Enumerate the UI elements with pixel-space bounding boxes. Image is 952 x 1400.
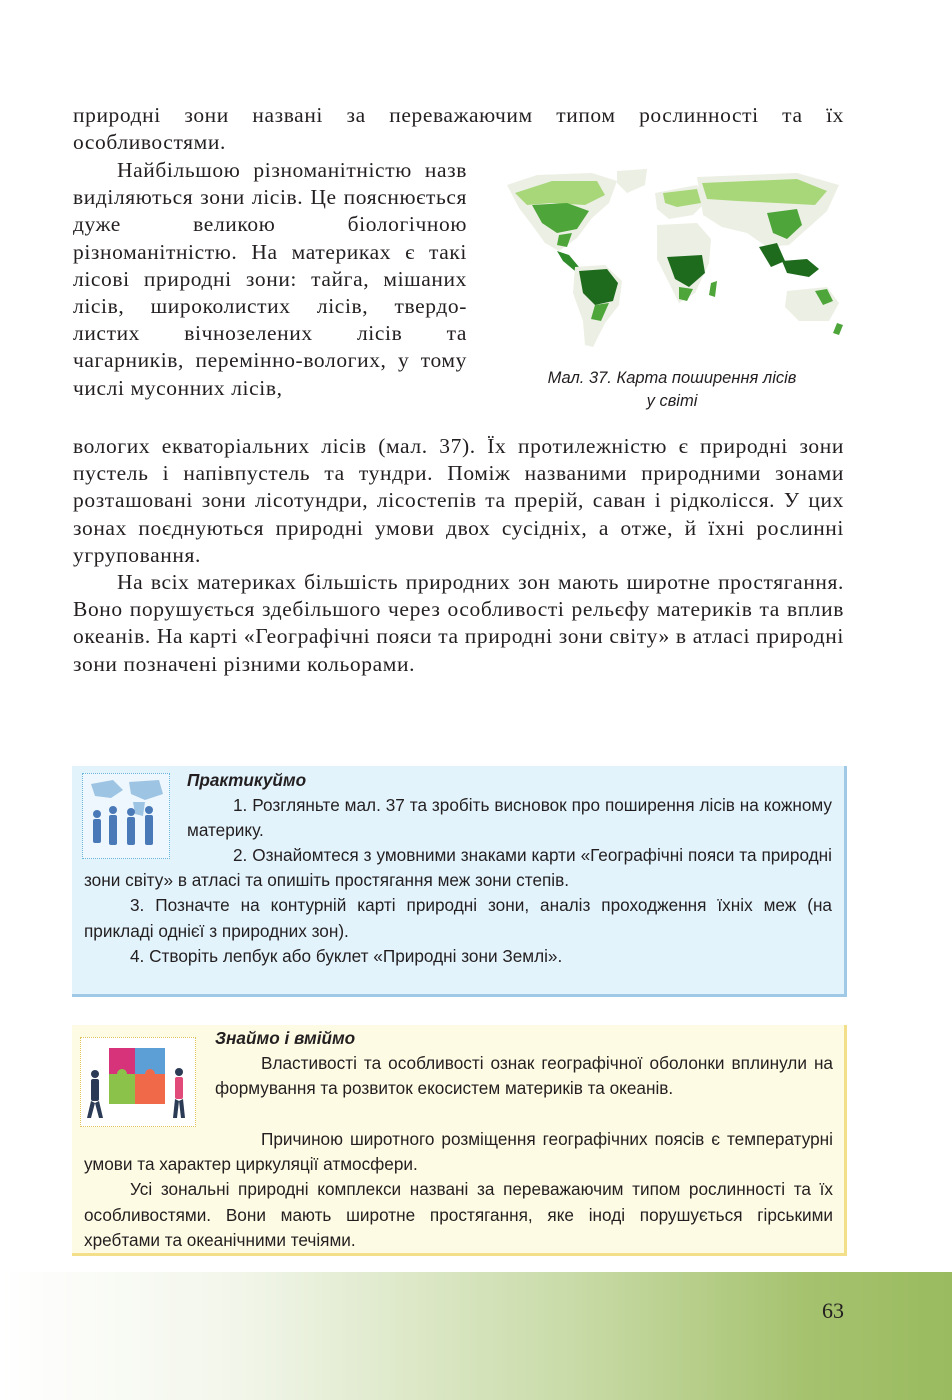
- know-paragraph-2: Причиною широтного розміщення географічних поясів є температурні умови та характер циркуляції атмосфери.: [84, 1129, 833, 1175]
- puzzle-people-icon: [80, 1037, 196, 1127]
- page-footer: [0, 1272, 952, 1400]
- page-number: 63: [822, 1298, 844, 1323]
- caption-line: у світі: [646, 392, 698, 410]
- main-text: [73, 433, 844, 678]
- paragraph-2: На всіх материках більшість природних зон мають широтне простягання. Воно порушується здебільшого через особливості рельєфу материків та вплив океанів. На карті «Географічні пояси та природні зони світу» в атласі природні зони позначені різними кольорами.: [73, 570, 844, 676]
- world-forest-map: [497, 163, 847, 358]
- practice-item-2: 2. Ознайомтеся з умовними знаками карти «Географічні пояси та природні зони світу» в атласі та опишіть простягання меж зони степів.: [84, 845, 832, 891]
- practice-item-3: 3. Позначте на контурній карті природні зони, аналіз проходження їхніх меж (на прикладі однієї з природних зон).: [84, 895, 832, 941]
- intro-paragraph: природні зони названі за переважаючим типом рослинності та їх особливостями.: [73, 103, 844, 155]
- know-title: Знаймо і вміймо: [215, 1028, 356, 1048]
- know-box: [72, 1025, 847, 1256]
- know-paragraph-3: Усі зональні природні комплекси названі за переважаючим типом рослинності та їх особливостями. Вони мають широтне простягання, яке іноді порушується гірськими хребтами та океанічними течіями.: [84, 1179, 833, 1250]
- figure-caption: [497, 367, 847, 413]
- know-paragraph-1: Властивості та особливості ознак географічної оболонки вплинули на формування та розвиток екосистем материків та океанів.: [215, 1053, 833, 1099]
- practice-item-1: 1. Розгляньте мал. 37 та зробіть висновок про поширення лісів на кожному материку.: [187, 795, 832, 841]
- forest-map-figure: [497, 163, 847, 358]
- continued-paragraph: вологих екваторіальних лісів (мал. 37). Їх протилежністю є природні зони пустель і напівпустель та тундри. Поміж названими природними зонами розташовані зони лісотундри, лісостепів та прерій, саван і рідколісся. У цих зонах поєднуються природні умови двох сусідніх, а отже, й їхні рослинні угруповання.: [73, 434, 844, 567]
- caption-line: Мал. 37. Карта поширення лісів: [547, 369, 797, 387]
- practice-title: Практикуймо: [187, 770, 307, 790]
- float-paragraph: Найбільшою різноманітністю назв виділяються зони лісів. Це пояснюється дуже великою біологічною різноманітністю. На материках є такі лісові природні зони: тайга, мішаних лісів, широколистих лісів, твердо-листих вічнозелених лісів та чагарників, перемінно-вологих, у тому числі мусонних лісів,: [73, 158, 467, 400]
- practice-box: [72, 766, 847, 997]
- practice-item-4: 4. Створіть лепбук або буклет «Природні зони Землі».: [130, 945, 563, 966]
